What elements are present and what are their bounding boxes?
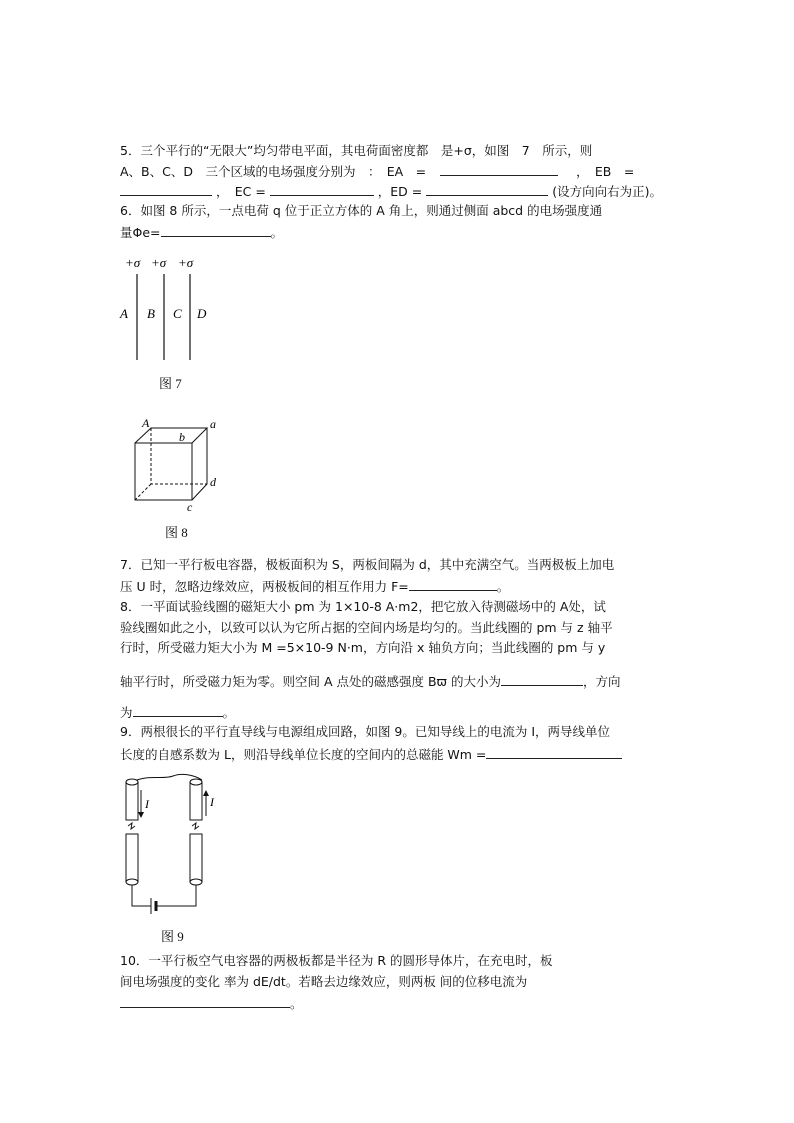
q6-line1: 6．如图 8 所示，一点电荷 q 位于正立方体的 A 角上，则通过侧面 abcd 的电场强度通 — [120, 203, 603, 218]
region-c-label: C — [173, 306, 182, 321]
answer-blank-wm[interactable] — [486, 745, 622, 759]
answer-blank-ec[interactable] — [270, 182, 374, 196]
left-conductor-top — [126, 779, 138, 785]
q8-line1: 8．一平面试验线圈的磁矩大小 pm 为 1×10-8 A·m2，把它放入待测磁场中的 A处，试 — [120, 599, 606, 614]
vertex-a-lower: a — [210, 417, 216, 431]
region-b-label: B — [147, 306, 155, 321]
answer-blank-force[interactable] — [409, 577, 497, 591]
region-a-label: A — [120, 306, 128, 321]
sigma-label-3: +σ — [178, 255, 194, 270]
region-d-label: D — [197, 306, 207, 321]
cube-right-face — [192, 428, 207, 500]
q9-line2: 长度的自感系数为 L，则沿导线单位长度的空间内的总磁能 Wm = — [120, 745, 622, 763]
right-conductor-bottom — [190, 879, 202, 885]
figure-8 — [130, 414, 240, 544]
vertex-c: c — [187, 500, 193, 514]
left-break-mark — [128, 823, 135, 829]
answer-blank-displacement-current[interactable] — [120, 994, 290, 1008]
right-arrow-head — [203, 790, 209, 796]
q8-line4: 轴平行时，所受磁力矩为零。则空间 A 点处的磁感强度 Bϖ 的大小为 ，方向 — [120, 674, 621, 689]
cube-hidden-edge-2 — [135, 484, 151, 500]
q10-line3: 。 — [120, 994, 303, 1012]
sigma-label-1: +σ — [125, 255, 141, 270]
q8-line2: 验线圈如此之小，以致可以认为它所占据的空间内场是均匀的。当此线圈的 pm 与 z 轴平 — [120, 620, 613, 635]
q10-line2: 间电场强度的变化 率为 dE/dt。若略去边缘效应，则两板 间的位移电流为 — [120, 974, 528, 989]
left-current-label: I — [145, 797, 149, 811]
figure-9-circuit — [118, 770, 218, 920]
figure-9-caption: 图 9 — [161, 929, 184, 944]
right-break-mark — [192, 823, 199, 829]
q8-line3: 行时，所受磁力矩大小为 M =5×10-9 N·m，方向沿 x 轴负方向；当此线圈的 pm 与 y — [120, 640, 606, 655]
right-conductor-upper — [190, 782, 202, 820]
q10-line1: 10．一平行板空气电容器的两极板都是半径为 R 的圆形导体片，在充电时，板 — [120, 953, 553, 968]
right-conductor-lower — [190, 834, 202, 882]
q7-line2: 压 U 时，忽略边缘效应，两极板间的相互作用力 F= 。 — [120, 579, 510, 594]
q9-line1: 9．两根很长的平行直导线与电源组成回路，如图 9。已知导线上的电流为 I，两导线单位 — [120, 724, 611, 739]
left-conductor-lower — [126, 834, 138, 882]
vertex-d: d — [210, 475, 216, 489]
sigma-label-2: +σ — [151, 255, 167, 270]
answer-blank-b-magnitude[interactable] — [501, 672, 583, 686]
answer-blank-b-direction[interactable] — [133, 703, 223, 717]
figure-7-diagram — [112, 252, 222, 392]
left-conductor-upper — [126, 782, 138, 820]
answer-blank-eb[interactable] — [120, 182, 212, 196]
figure-7-caption: 图 7 — [159, 376, 182, 391]
right-conductor-top — [190, 779, 202, 785]
q8-line5: 为 。 — [120, 705, 236, 720]
vertex-b: b — [179, 430, 185, 444]
answer-blank-ea[interactable] — [440, 162, 558, 176]
q5-line3: ， EC = ，ED = (设方向向右为正)。 — [120, 182, 662, 200]
figure-7 — [112, 252, 222, 392]
figure-8-cube — [130, 414, 240, 514]
left-conductor-bottom — [126, 879, 138, 885]
q6-line2: 量Φe= 。 — [120, 225, 284, 240]
bottom-wire-left — [132, 885, 151, 906]
q5-line1: 5．三个平行的“无限大”均匀带电平面，其电荷面密度都 是+σ，如图 7 所示，则 — [120, 143, 593, 158]
cube-top-face — [135, 428, 207, 443]
figure-8-caption: 图 8 — [165, 525, 188, 540]
figure-9 — [118, 770, 218, 945]
q5-line2: A、B、C、D 三个区域的电场强度分别为 ： EA = ， EB = — [120, 164, 635, 179]
left-arrow-head — [138, 812, 144, 818]
bottom-wire-right — [156, 885, 196, 906]
right-current-label: I — [210, 795, 214, 809]
answer-blank-flux[interactable] — [161, 223, 271, 237]
vertex-a-upper: A — [142, 416, 150, 430]
answer-blank-ed[interactable] — [426, 182, 548, 196]
q7-line1: 7．已知一平行板电容器，极板面积为 S，两板间隔为 d，其中充满空气。当两极板上加电 — [120, 557, 615, 572]
